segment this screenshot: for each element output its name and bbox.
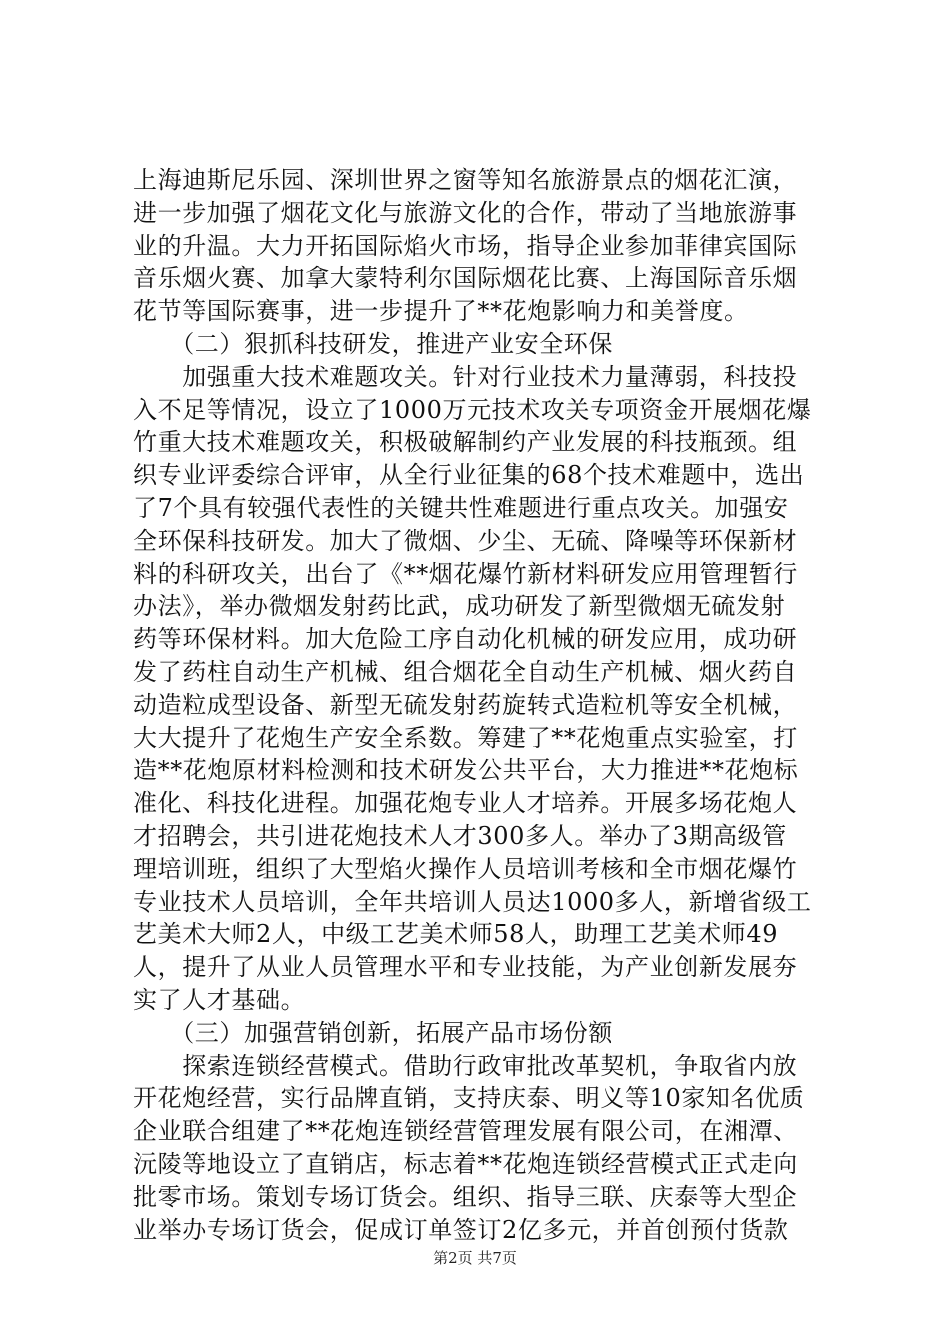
text-line: 料的科研攻关，出台了《**烟花爆竹新材料研发应用管理暂行 (133, 559, 798, 588)
text-line: 入不足等情况，设立了1000万元技术攻关专项资金开展烟花爆 (133, 395, 812, 424)
text-line: 批零市场。策划专场订货会。组织、指导三联、庆泰等大型企 (133, 1182, 798, 1211)
text-line: 上海迪斯尼乐园、深圳世界之窗等知名旅游景点的烟花汇演， (133, 166, 798, 194)
text-line: 实了人才基础。 (133, 985, 306, 1014)
text-line: 办法》，举办微烟发射药比武，成功研发了新型微烟无硫发射 (133, 592, 786, 621)
text-line: 竹重大技术难题攻关，积极破解制约产业发展的科技瓶颈。组 (133, 428, 798, 457)
text-line: 了7个具有较强代表性的关键共性难题进行重点攻关。加强安 (133, 493, 789, 522)
text-line: 进一步加强了烟花文化与旅游文化的合作，带动了当地旅游事 (133, 198, 798, 227)
text-line: 动造粒成型设备、新型无硫发射药旋转式造粒机等安全机械， (133, 690, 798, 719)
text-line: 加强重大技术难题攻关。针对行业技术力量薄弱，科技投 (133, 362, 798, 391)
text-line: 企业联合组建了**花炮连锁经营管理发展有限公司，在湘潭、 (133, 1117, 798, 1146)
text-line: 音乐烟火赛、加拿大蒙特利尔国际烟花比赛、上海国际音乐烟 (133, 264, 798, 293)
page-number: 第2页 共7页 (433, 1249, 517, 1267)
text-line: 理培训班，组织了大型焰火操作人员培训考核和全市烟花爆竹 (133, 854, 798, 883)
text-line: 专业技术人员培训，全年共培训人员达1000多人，新增省级工 (133, 887, 812, 916)
text-line: 沅陵等地设立了直销店，标志着**花炮连锁经营模式正式走向 (133, 1149, 798, 1178)
text-line: 才招聘会，共引进花炮技术人才300多人。举办了3期高级管 (133, 821, 787, 850)
text-line: 业举办专场订货会，促成订单签订2亿多元，并首创预付货款 (133, 1215, 789, 1244)
text-line: 花节等国际赛事，进一步提升了**花炮影响力和美誉度。 (133, 297, 749, 326)
text-line: 发了药柱自动生产机械、组合烟花全自动生产机械、烟火药自 (133, 657, 798, 686)
text-line: 开花炮经营，实行品牌直销，支持庆泰、明义等10家知名优质 (133, 1084, 805, 1113)
body-text (133, 164, 823, 1246)
section-heading: （三）加强营销创新，拓展产品市场份额 (133, 1018, 613, 1047)
text-line: 人，提升了从业人员管理水平和专业技能，为产业创新发展夯 (133, 953, 798, 982)
text-line: 艺美术大师2人，中级工艺美术师58人，助理工艺美术师49 (133, 920, 779, 949)
text-line: 业的升温。大力开拓国际焰火市场，指导企业参加菲律宾国际 (133, 231, 798, 260)
page-footer (0, 1248, 950, 1268)
text-line: 药等环保材料。加大危险工序自动化机械的研发应用，成功研 (133, 625, 798, 654)
text-line: 造**花炮原材料检测和技术研发公共平台，大力推进**花炮标 (133, 756, 799, 785)
text-line: 大大提升了花炮生产安全系数。筹建了**花炮重点实验室，打 (133, 723, 798, 752)
section-heading: （二）狠抓科技研发，推进产业安全环保 (133, 329, 613, 358)
text-line: 准化、科技化进程。加强花炮专业人才培养。开展多场花炮人 (133, 789, 798, 818)
text-line: 全环保科技研发。加大了微烟、少尘、无硫、降噪等环保新材 (133, 526, 798, 555)
text-line: 探索连锁经营模式。借助行政审批改革契机，争取省内放 (133, 1051, 798, 1080)
text-line: 织专业评委综合评审，从全行业征集的68个技术难题中，选出 (133, 461, 805, 490)
